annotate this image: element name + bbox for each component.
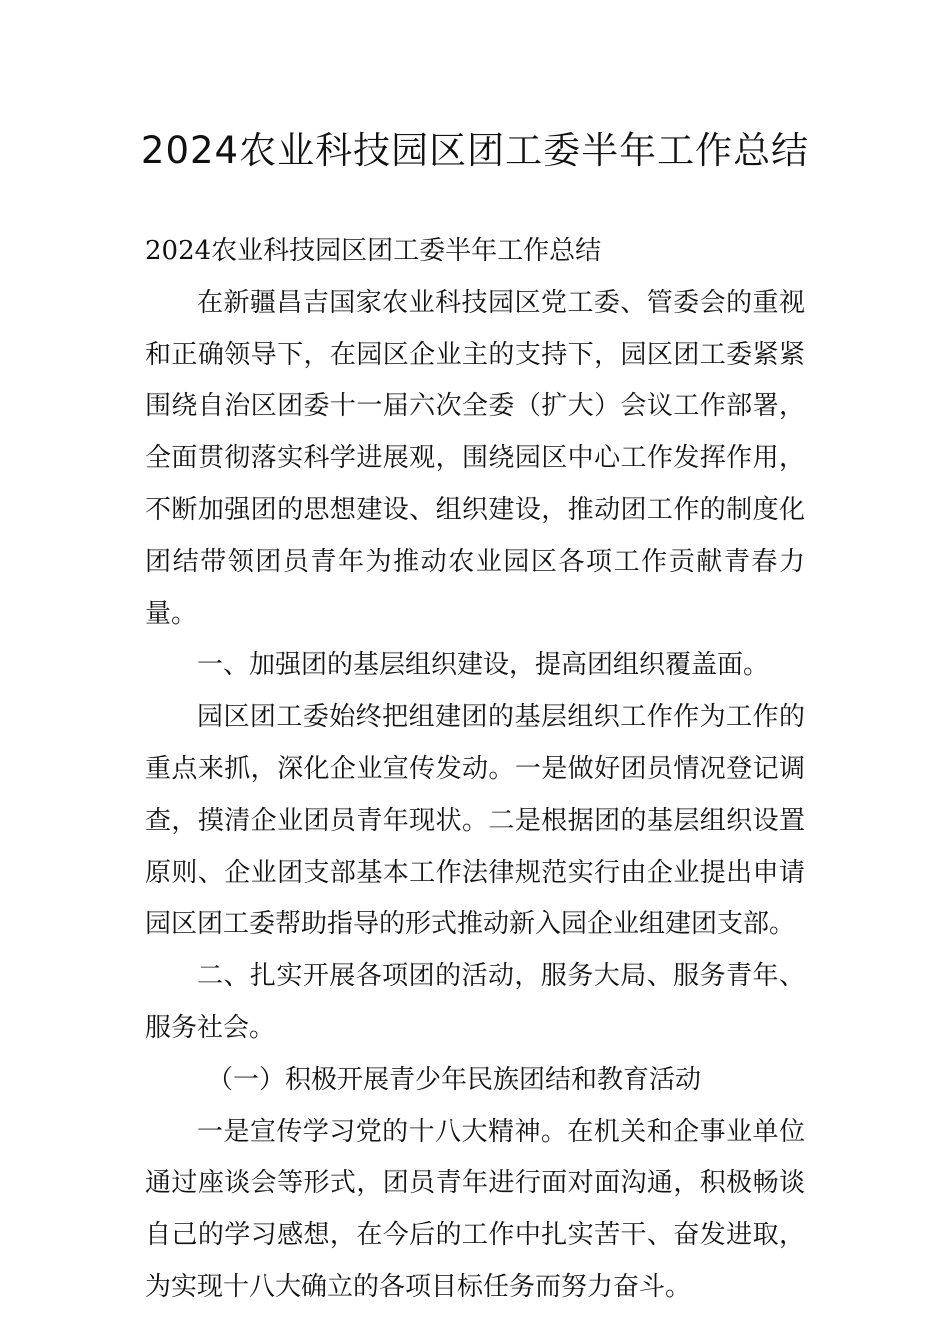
document-body [145,226,805,1314]
section-heading-1: 一、加强团的基层组织建设，提高团组织覆盖面。 [197,650,770,681]
section-heading-2: 二、扎实开展各项团的活动，服务大局、服务青年、服务社会。 [145,961,805,1043]
document-title: 2024农业科技园区团工委半年工作总结 [140,129,810,172]
intro-paragraph: 在新疆昌吉国家农业科技园区党工委、管委会的重视和正确领导下，在园区企业主的支持下，园区团工委紧紧围绕自治区团委十一届六次全委（扩大）会议工作部署，全面贯彻落实科学进展观，围绕园区中心工作发挥作用，不断加强团的思想建设、组织建设，推动团工作的制度化团结带领团员青年为推动农业园区各项工作贡献青春力量。 [145,287,805,629]
subsection-1-paragraph: 一是宣传学习党的十八大精神。在机关和企事业单位通过座谈会等形式，团员青年进行面对面沟通，积极畅谈自己的学习感想，在今后的工作中扎实苦干、奋发进取，为实现十八大确立的各项目标任务而努力奋斗。 [145,1116,805,1302]
section-1-paragraph: 园区团工委始终把组建团的基层组织工作作为工作的重点来抓，深化企业宣传发动。一是做好团员情况登记调查，摸清企业团员青年现状。二是根据团的基层组织设置原则、企业团支部基本工作法律规范实行由企业提出申请园区团工委帮助指导的形式推动新入园企业组建团支部。 [145,702,805,940]
subsection-heading-1: （一）积极开展青少年民族团结和教育活动 [207,1064,702,1095]
repeated-title-line: 2024农业科技园区团工委半年工作总结 [145,236,602,266]
